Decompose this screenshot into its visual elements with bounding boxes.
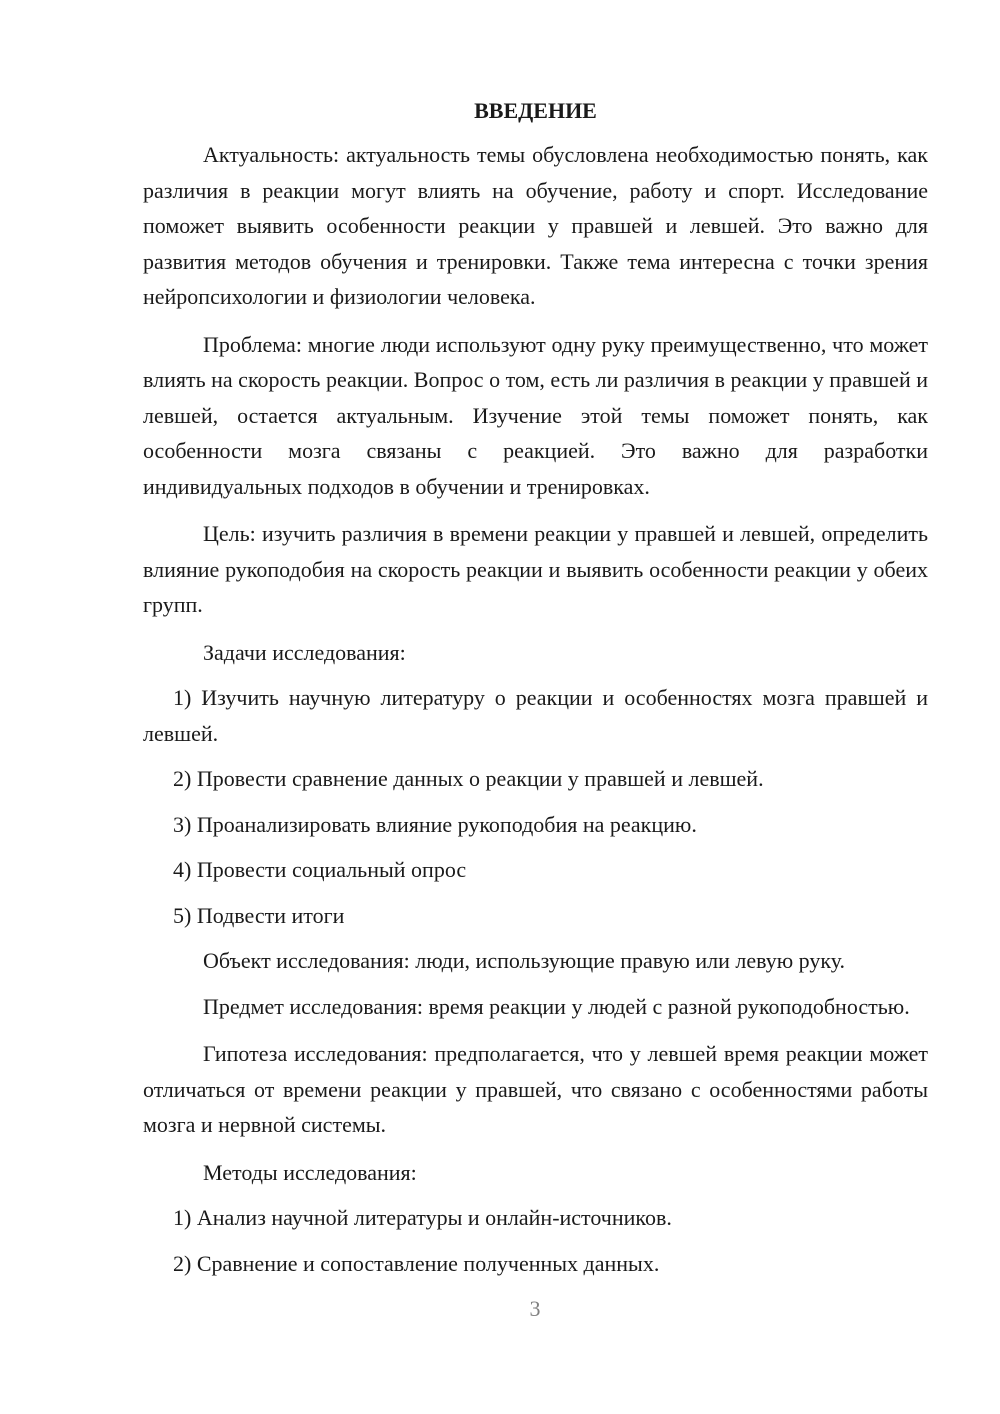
page-number: 3	[529, 1296, 541, 1321]
goal-paragraph: Цель: изучить различия в времени реакции у правшей и левшей, определить влияние рукоподобия на скорость реакции и выявить особенности реакции у обеих групп.	[143, 521, 928, 617]
methods-title: Методы исследования:	[203, 1159, 417, 1185]
relevance-paragraph: Актуальность: актуальность темы обусловлена необходимостью понять, как различия в реакции могут влиять на обучение, работу и спорт. Исследование поможет выявить особенности реакции у правшей и левшей. Это важно для развития методов обучения и тренировки. Также тема интересна с точки зрения нейропсихологии и физиологии человека.	[143, 142, 928, 309]
problem-paragraph: Проблема: многие люди используют одну руку преимущественно, что может влиять на скорость реакции. Вопрос о том, есть ли различия в реакции у правшей и левшей, остается актуальным. Изучение этой темы поможет понять, как особенности мозга связаны с реакцией. Это важно для разработки индивидуальных подходов в обучении и тренировках.	[143, 331, 928, 499]
task-item: 2) Провести сравнение данных о реакции у правшей и левшей.	[173, 766, 764, 791]
task-item: 1) Изучить научную литературу о реакции и особенностях мозга правшей и левшей.	[143, 685, 928, 746]
object-paragraph: Объект исследования: люди, использующие правую или левую руку.	[203, 948, 846, 973]
subject-paragraph: Предмет исследования: время реакции у людей с разной рукоподобностью.	[203, 993, 910, 1019]
task-item: 5) Подвести итоги	[173, 902, 345, 928]
hypothesis-paragraph: Гипотеза исследования: предполагается, что у левшей время реакции может отличаться от времени реакции у правшей, что связано с особенностями работы мозга и нервной системы.	[143, 1041, 928, 1137]
task-item: 4) Провести социальный опрос	[173, 857, 467, 882]
section-heading: ВВЕДЕНИЕ	[474, 98, 597, 123]
task-item: 3) Проанализировать влияние рукоподобия на реакцию.	[173, 811, 697, 837]
tasks-title: Задачи исследования:	[203, 639, 406, 665]
method-item: 1) Анализ научной литературы и онлайн-источников.	[173, 1205, 672, 1230]
document-page	[143, 96, 928, 1291]
method-item: 2) Сравнение и сопоставление полученных данных.	[173, 1250, 660, 1276]
